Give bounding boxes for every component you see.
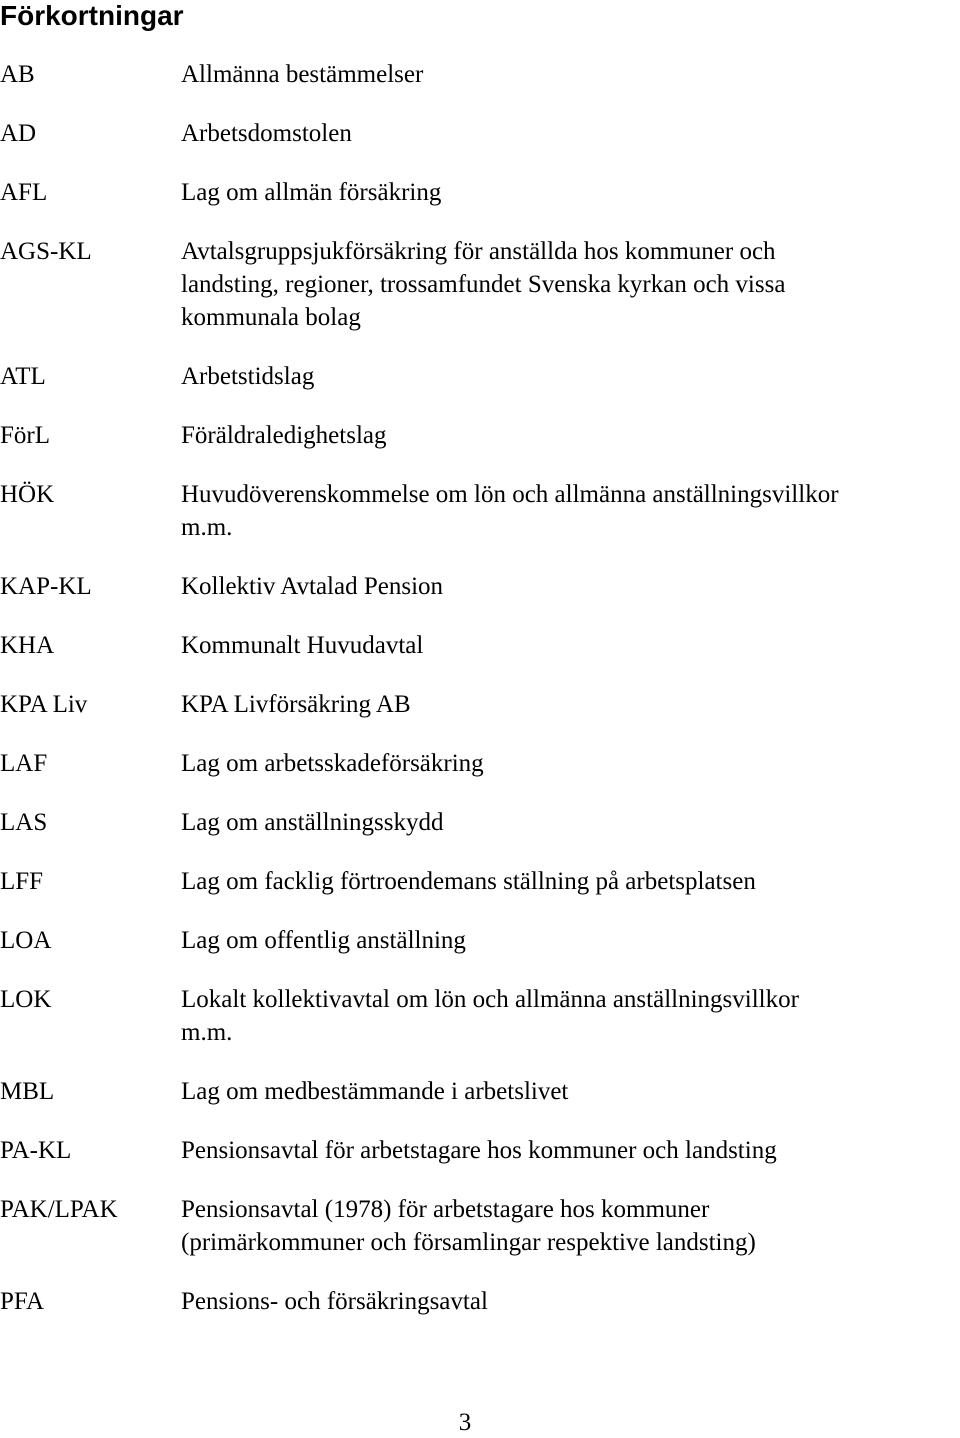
page-title: Förkortningar bbox=[0, 0, 184, 31]
abbreviation-row bbox=[0, 629, 960, 662]
abbreviation-term: AGS-KL bbox=[0, 238, 92, 265]
abbreviation-term: FörL bbox=[0, 422, 50, 449]
abbreviation-term: AB bbox=[0, 61, 35, 88]
abbreviation-term: KHA bbox=[0, 632, 55, 659]
abbreviation-definition: Arbetstidslag bbox=[181, 363, 315, 390]
abbreviation-row bbox=[0, 478, 960, 544]
abbreviation-row bbox=[0, 58, 960, 91]
abbreviation-definition: Kommunalt Huvudavtal bbox=[181, 632, 424, 659]
abbreviation-row bbox=[0, 235, 960, 334]
abbreviation-term: AFL bbox=[0, 179, 48, 206]
abbreviation-row bbox=[0, 570, 960, 603]
abbreviation-term: LOA bbox=[0, 927, 52, 954]
abbreviation-row bbox=[0, 360, 960, 393]
abbreviation-row bbox=[0, 419, 960, 452]
abbreviation-term: LAS bbox=[0, 809, 48, 836]
abbreviation-definition: Pensionsavtal (1978) för arbetstagare hos kommuner (primärkommuner och församlingar respektive landsting) bbox=[181, 1196, 756, 1256]
abbreviation-definition: Allmänna bestämmelser bbox=[181, 61, 424, 88]
abbreviation-row bbox=[0, 1285, 960, 1318]
abbreviation-term: PAK/LPAK bbox=[0, 1196, 118, 1223]
abbreviation-definition: Lag om anställningsskydd bbox=[181, 809, 444, 836]
abbreviation-definition: Pensionsavtal för arbetstagare hos kommuner och landsting bbox=[181, 1137, 777, 1164]
abbreviation-term: KPA Liv bbox=[0, 691, 88, 718]
abbreviation-definition: Lag om arbetsskadeförsäkring bbox=[181, 750, 484, 777]
abbreviation-row bbox=[0, 924, 960, 957]
abbreviation-row bbox=[0, 747, 960, 780]
abbreviation-definition: Avtalsgruppsjukförsäkring för anställda hos kommuner och landsting, regioner, trossamfundet Svenska kyrkan och vissa kommunala bolag bbox=[181, 238, 786, 331]
abbreviation-term: LAF bbox=[0, 750, 48, 777]
abbreviation-row bbox=[0, 1134, 960, 1167]
abbreviation-definition: Arbetsdomstolen bbox=[181, 120, 352, 147]
abbreviation-row bbox=[0, 176, 960, 209]
abbreviation-term: AD bbox=[0, 120, 37, 147]
abbreviation-row bbox=[0, 117, 960, 150]
abbreviation-definition: Föräldraledighetslag bbox=[181, 422, 387, 449]
page-number: 3 bbox=[458, 1409, 472, 1436]
abbreviation-definition: KPA Livförsäkring AB bbox=[181, 691, 411, 718]
abbreviation-term: PFA bbox=[0, 1288, 45, 1315]
abbreviation-definition: Huvudöverenskommelse om lön och allmänna anställningsvillkor m.m. bbox=[181, 481, 839, 541]
abbreviation-definition: Pensions- och försäkringsavtal bbox=[181, 1288, 488, 1315]
abbreviation-definition: Lag om medbestämmande i arbetslivet bbox=[181, 1078, 569, 1105]
abbreviation-term: MBL bbox=[0, 1078, 55, 1105]
abbreviation-term: PA-KL bbox=[0, 1137, 72, 1164]
abbreviation-row bbox=[0, 983, 960, 1049]
abbreviation-term: LFF bbox=[0, 868, 44, 895]
abbreviation-definition: Lag om facklig förtroendemans ställning på arbetsplatsen bbox=[181, 868, 756, 895]
abbreviation-term: LOK bbox=[0, 986, 52, 1013]
abbreviation-definition: Lag om allmän försäkring bbox=[181, 179, 442, 206]
abbreviation-definition: Lag om offentlig anställning bbox=[181, 927, 466, 954]
abbreviation-row bbox=[0, 1075, 960, 1108]
abbreviation-row bbox=[0, 806, 960, 839]
abbreviation-term: HÖK bbox=[0, 481, 55, 508]
abbreviation-row bbox=[0, 1193, 960, 1259]
abbreviation-definition: Lokalt kollektivavtal om lön och allmänna anställningsvillkor m.m. bbox=[181, 986, 799, 1046]
abbreviation-list bbox=[0, 58, 960, 1344]
abbreviation-term: KAP-KL bbox=[0, 573, 92, 600]
abbreviation-term: ATL bbox=[0, 363, 46, 390]
abbreviation-row bbox=[0, 865, 960, 898]
abbreviation-row bbox=[0, 688, 960, 721]
abbreviation-definition: Kollektiv Avtalad Pension bbox=[181, 573, 444, 600]
